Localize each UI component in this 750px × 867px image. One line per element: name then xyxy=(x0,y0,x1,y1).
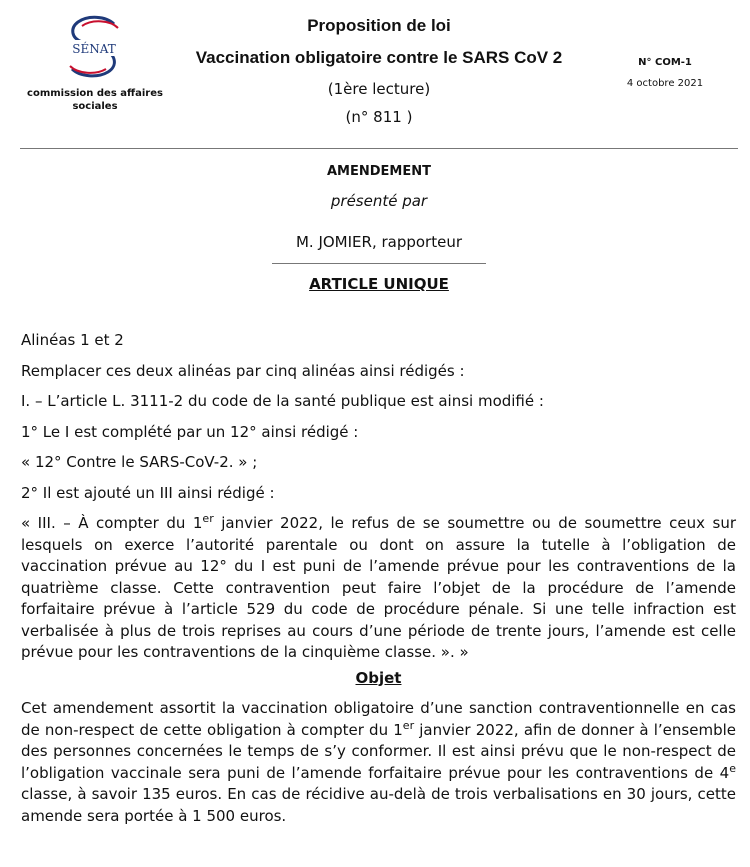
paragraph-alineas: Alinéas 1 et 2 xyxy=(21,331,124,349)
bill-title: Vaccination obligatoire contre le SARS CoV 2 xyxy=(195,48,563,67)
amendment-body xyxy=(21,330,736,827)
paragraph-quote-12: « 12° Contre le SARS-CoV-2. » ; xyxy=(21,453,258,471)
organization-name: commission des affaires sociales xyxy=(27,88,163,112)
paragraph-replace: Remplacer ces deux alinéas par cinq alinéas ainsi rédigés : xyxy=(21,361,465,380)
article-heading: ARTICLE UNIQUE xyxy=(309,275,449,293)
objet-superscript-1: er xyxy=(402,718,415,732)
logo-text: SÉNAT xyxy=(72,42,116,56)
document-header xyxy=(160,16,598,126)
amendment-label: AMENDEMENT xyxy=(327,164,431,179)
reference-block xyxy=(600,56,730,90)
document-date: 4 octobre 2021 xyxy=(626,78,704,89)
objet-heading: Objet xyxy=(355,668,402,687)
divider-top xyxy=(20,148,738,149)
section-iii-start: « III. – À compter du 1 xyxy=(21,514,203,532)
objet-text-part-1: Cet amendement assortit la vaccination obligatoire d’une sanction contraventionnelle en cas de non-respect de cette obligation à compter du 1 xyxy=(21,699,736,739)
presented-by: présenté par xyxy=(330,192,428,210)
paragraph-section-iii xyxy=(21,513,736,664)
objet-text-part-3: classe, à savoir 135 euros. En cas de récidive au-delà de trois verbalisations en 30 jours, cette amende sera portée à 1 500 euros. xyxy=(21,785,736,825)
reading-stage: (1ère lecture) xyxy=(327,80,431,98)
objet-text-part-2: janvier 2022, afin de donner à l’ensemble des personnes concernées le temps de s’y conformer. Il est ainsi prévu que le non-respect de l’obligation vaccinale sera puni de l’amende forfaitaire prévue pour les contraventions de 4 xyxy=(21,720,736,782)
amendment-author: M. JOMIER, rapporteur xyxy=(295,233,463,251)
amendment-reference: N° COM-1 xyxy=(638,57,692,68)
bill-number: (n° 811 ) xyxy=(345,108,413,126)
section-iii-rest: janvier 2022, le refus de se soumettre ou de soumettre ceux sur lesquels on exerce l’autorité parentale ou dont on assure la tutelle à l’obligation de vaccination prévue au 12° du I est puni de l’amende prévue pour les contraventions de la quatrième classe. Cette contravention peut faire l’objet de la procédure de l’amende forfaitaire prévue à l’article 529 du code de procédure pénale. Si une telle infraction est verbalisée à plus de trois reprises au cours d’une période de trente jours, l’amende est celle prévue pour les contraventions de la cinquième classe. ». » xyxy=(21,514,736,661)
paragraph-point-1: 1° Le I est complété par un 12° ainsi rédigé : xyxy=(21,422,359,441)
paragraph-point-2: 2° Il est ajouté un III ainsi rédigé : xyxy=(21,483,275,502)
divider-author xyxy=(272,263,486,264)
objet-text xyxy=(21,698,736,827)
senat-logo xyxy=(58,14,130,80)
document-type: Proposition de loi xyxy=(307,16,451,35)
paragraph-article: I. – L’article L. 3111-2 du code de la santé publique est ainsi modifié : xyxy=(21,392,544,410)
objet-superscript-2: e xyxy=(729,761,736,775)
section-iii-superscript: er xyxy=(202,512,214,525)
